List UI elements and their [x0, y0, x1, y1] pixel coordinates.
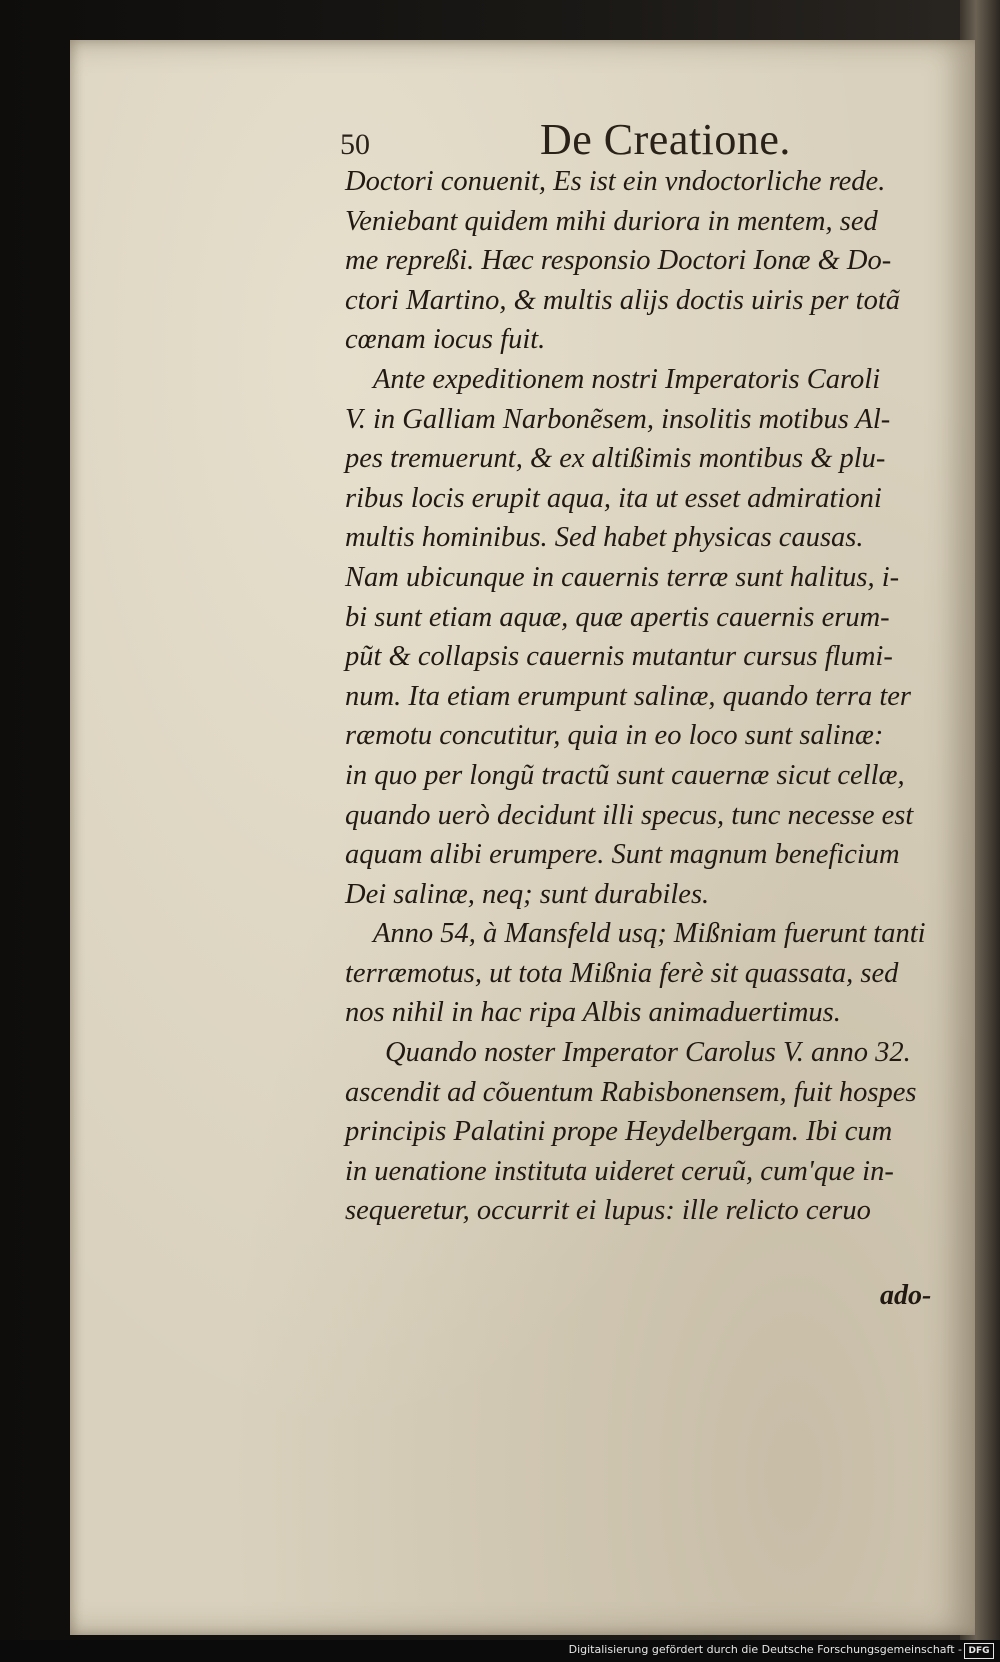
page-header — [340, 110, 800, 170]
dfg-logo: DFG — [964, 1643, 994, 1659]
text-line: multis hominibus. Sed habet physicas causas. — [345, 522, 864, 554]
running-title: De Creatione. — [540, 115, 791, 164]
text-line: Ante expeditionem nostri Imperatoris Caroli — [373, 363, 881, 395]
text-line: bi sunt etiam aquæ, quæ apertis cauernis erum- — [345, 601, 890, 633]
page-number: 50 — [340, 128, 370, 161]
text-line: Anno 54, à Mansfeld usq; Mißniam fuerunt tanti — [373, 918, 926, 950]
text-line: pes tremuerunt, & ex altißimis montibus & plu- — [345, 443, 886, 475]
text-line: in uenatione instituta uideret ceruũ, cum'que in- — [345, 1155, 894, 1187]
text-line: aquam alibi erumpere. Sunt magnum beneficium — [345, 839, 900, 871]
text-line: ræmotu concutitur, quia in eo loco sunt salinæ: — [345, 720, 884, 752]
text-line: V. in Galliam Narbonẽsem, insolitis motibus Al- — [345, 403, 891, 435]
text-line: cœnam iocus fuit. — [345, 324, 546, 356]
text-line: nos nihil in hac ripa Albis animaduertimus. — [345, 997, 841, 1029]
text-line: Dei salinæ, neq; sunt durabiles. — [345, 878, 710, 910]
catchword: ado- — [880, 1280, 932, 1311]
footer-bar — [0, 1640, 1000, 1662]
text-line: num. Ita etiam erumpunt salinæ, quando terra ter — [345, 680, 912, 712]
text-line: Veniebant quidem mihi duriora in mentem, sed — [345, 205, 878, 237]
text-line: principis Palatini prope Heydelbergam. Ibi cum — [345, 1116, 893, 1148]
text-line: ctori Martino, & multis alijs doctis uiris per totã — [345, 284, 900, 316]
text-line: in quo per longũ tractũ sunt cauernæ sicut cellæ, — [345, 759, 905, 791]
text-line: sequeretur, occurrit ei lupus: ille relicto ceruo — [345, 1195, 871, 1227]
footer-credit: Digitalisierung gefördert durch die Deutsche Forschungsgemeinschaft - — [568, 1643, 962, 1656]
text-line: Nam ubicunque in cauernis terræ sunt halitus, i- — [345, 561, 900, 593]
text-line: me repreßi. Hæc responsio Doctori Ionæ & Do- — [345, 245, 892, 277]
text-line: quando uerò decidunt illi specus, tunc necesse est — [345, 799, 914, 831]
text-line: Doctori conuenit, Es ist ein vndoctorliche rede. — [345, 166, 886, 197]
text-line: Quando noster Imperator Carolus V. anno 32. — [385, 1037, 911, 1069]
text-line: pũt & collapsis cauernis mutantur cursus flumi- — [345, 641, 893, 673]
body-text — [345, 162, 963, 1231]
text-line: ribus locis erupit aqua, ita ut esset admirationi — [345, 482, 882, 514]
text-line: terræmotus, ut tota Mißnia ferè sit quassata, sed — [345, 957, 899, 989]
text-line: ascendit ad cõuentum Rabisbonensem, fuit hospes — [345, 1076, 917, 1108]
